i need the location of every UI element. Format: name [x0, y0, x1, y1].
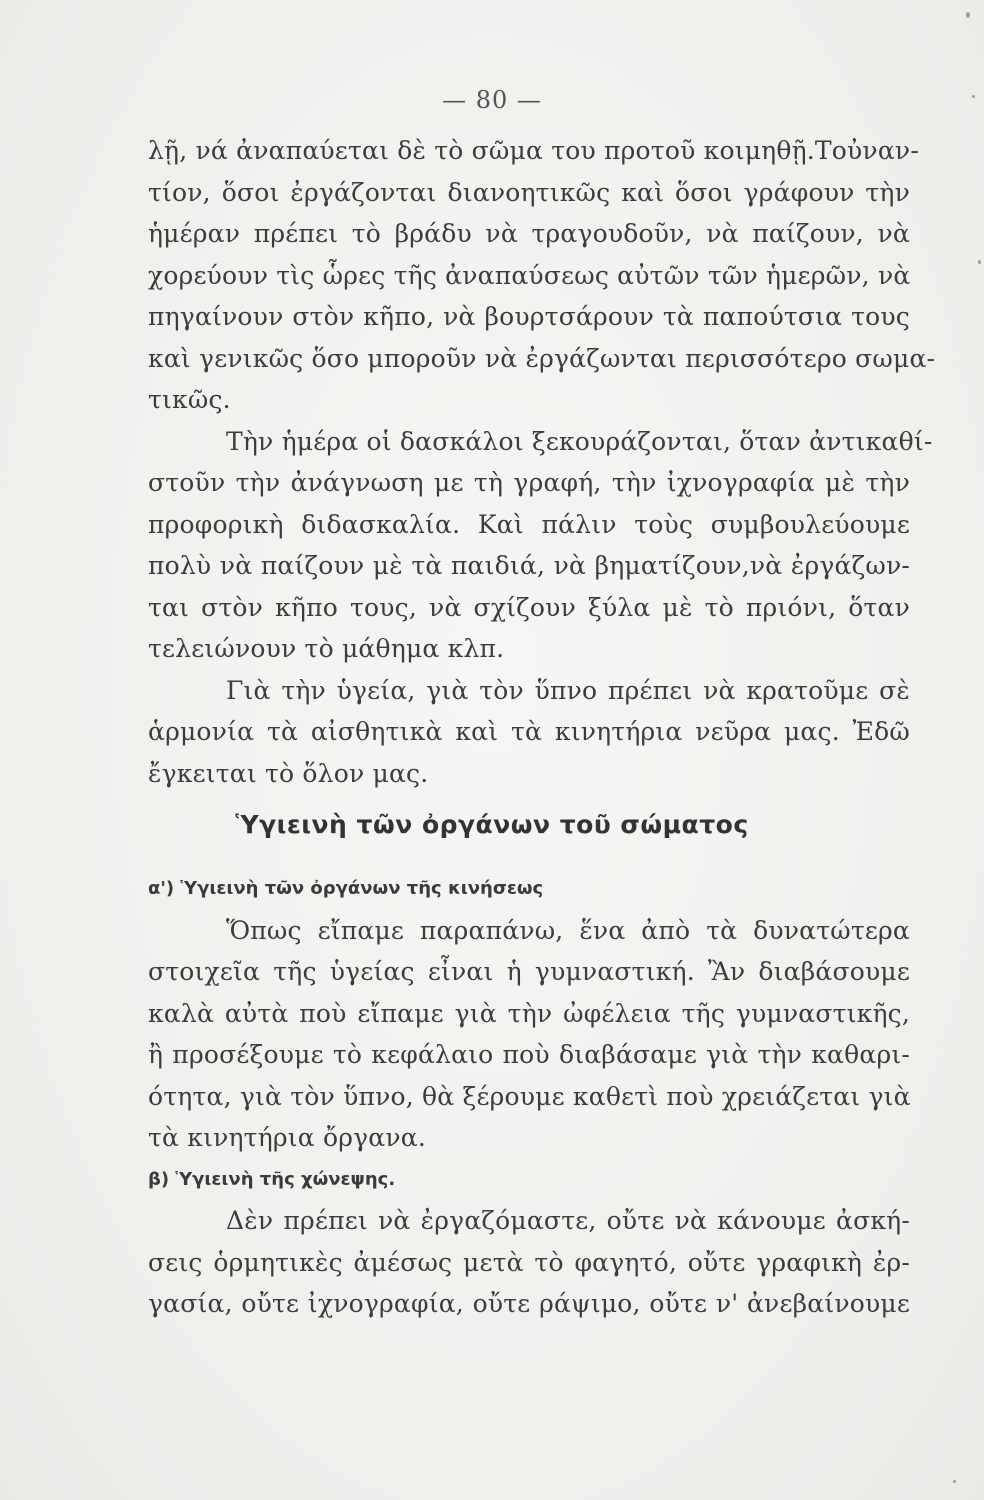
text-line: πολὺ νὰ παίζουν μὲ τὰ παιδιά, νὰ βηματίζουν,νὰ ἐργάζων-	[148, 551, 910, 580]
body-text-top	[148, 130, 936, 794]
text-line: ται στὸν κῆπο τους, νὰ σχίζουν ξύλα μὲ τὸ πριόνι, ὅταν	[148, 592, 910, 622]
text-line: στοιχεῖα τῆς ὑγείας εἶναι ἡ γυμναστική. Ἂν διαβάσουμε	[148, 957, 910, 986]
subsection-heading: α') Ὑγιεινὴ τῶν ὀργάνων τῆς κινήσεως	[148, 878, 544, 899]
text-line: ἡμέραν πρέπει τὸ βράδυ νὰ τραγουδοῦν, νὰ παίζουν, νὰ	[148, 219, 910, 248]
text-line: τίον, ὅσοι ἐργάζονται διανοητικῶς καὶ ὅσοι γράφουν τὴν	[148, 177, 910, 207]
paper-speck	[972, 95, 975, 98]
text-line: τικῶς.	[148, 385, 231, 414]
text-line: χορεύουν τὶς ὧρες τῆς ἀναπαύσεως αὐτῶν τῶν ἡμερῶν, νὰ	[148, 260, 911, 290]
subsection-heading: β) Ὑγιεινὴ τῆς χώνεψης.	[148, 1168, 396, 1190]
paper-speck	[966, 12, 970, 18]
text-line: πηγαίνουν στὸν κῆπο, νὰ βουρτσάρουν τὰ παπούτσια τους	[148, 302, 910, 331]
text-line: σεις ὁρμητικὲς ἀμέσως μετὰ τὸ φαγητό, οὔτε γραφικὴ ἐρ-	[148, 1247, 910, 1277]
body-text-bottom	[148, 868, 910, 1325]
text-line: ἁρμονία τὰ αἰσθητικὰ καὶ τὰ κινητήρια νεῦρα μας. Ἐδῶ	[148, 717, 910, 746]
page-number: — 80 —	[442, 86, 542, 114]
text-line: Τὴν ἡμέρα οἱ δασκάλοι ξεκουράζονται, ὅταν ἀντικαθί-	[226, 426, 933, 456]
paper-speck	[953, 1480, 956, 1483]
text-line: ἔγκειται τὸ ὅλον μας.	[148, 758, 429, 788]
text-line: Ὅπως εἴπαμε παραπάνω, ἕνα ἀπὸ τὰ δυνατώτερα	[226, 915, 910, 945]
text-line: Δὲν πρέπει νὰ ἐργαζόμαστε, οὔτε νὰ κάνουμε ἀσκή-	[226, 1206, 910, 1235]
text-line: τελειώνουν τὸ μάθημα κλπ.	[148, 634, 505, 663]
text-line: προφορικὴ διδασκαλία. Καὶ πάλιν τοὺς συμβουλεύουμε	[148, 509, 910, 539]
text-line: τὰ κινητήρια ὄργανα.	[148, 1123, 426, 1152]
text-line: στοῦν τὴν ἀνάγνωση με τὴ γραφή, τὴν ἰχνογραφία μὲ τὴν	[148, 468, 910, 497]
section-heading: Ὑγιεινὴ τῶν ὀργάνων τοῦ σώματος	[235, 810, 749, 839]
text-line: καλὰ αὐτὰ ποὺ εἴπαμε γιὰ τὴν ὠφέλεια τῆς γυμναστικῆς,	[148, 998, 910, 1028]
text-line: γασία, οὔτε ἰχνογραφία, οὔτε ράψιμο, οὔτε ν' ἀνεβαίνουμε	[148, 1289, 910, 1318]
paper-speck	[978, 260, 981, 264]
text-line: Γιὰ τὴν ὑγεία, γιὰ τὸν ὕπνο πρέπει νὰ κρατοῦμε σὲ	[226, 675, 910, 705]
text-line: λῇ, νά ἀναπαύεται δὲ τὸ σῶμα του προτοῦ κοιμηθῇ.Τοὐναν-	[148, 136, 919, 165]
text-line: ἢ προσέξουμε τὸ κεφάλαιο ποὺ διαβάσαμε γιὰ τὴν καθαρι-	[148, 1040, 910, 1069]
text-line: ότητα, γιὰ τὸν ὕπνο, θὰ ξέρουμε καθετὶ ποὺ χρειάζεται γιὰ	[148, 1081, 911, 1111]
text-line: καὶ γενικῶς ὅσο μποροῦν νὰ ἐργάζωνται περισσότερο σωμα-	[148, 343, 936, 373]
